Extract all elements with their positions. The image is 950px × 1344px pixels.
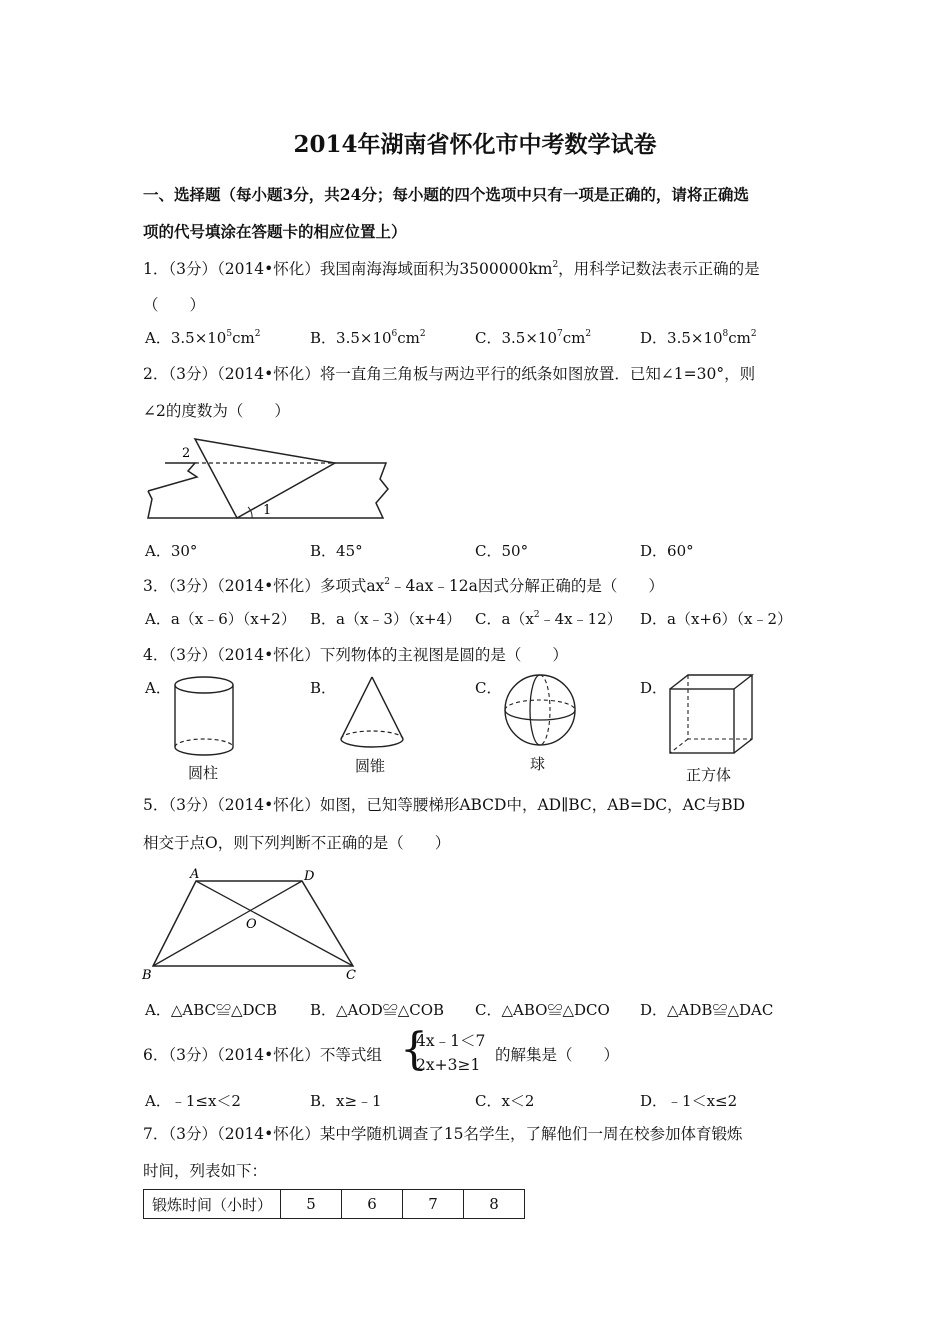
q7-data-table <box>143 1189 525 1219</box>
q4-option-b[interactable]: B． <box>310 679 337 697</box>
q6-option-c[interactable]: C．x＜2 <box>475 1092 535 1110</box>
label-D: D <box>304 869 315 884</box>
table-cell: 5 <box>281 1190 342 1219</box>
table-cell: 6 <box>342 1190 403 1219</box>
q1-option-a[interactable]: A．$3.5\times 10^5cm^2$ <box>145 329 261 347</box>
q6-brace: { <box>400 1024 428 1075</box>
q1-stem: 1．（3分）（2014•怀化）我国南海海域面积为$3500000km^2$，用科学记数法表示正确的是 <box>143 260 760 278</box>
q5-option-c[interactable]: C．△ABO≌△DCO <box>475 1001 610 1019</box>
q2-option-b[interactable]: B．45° <box>310 542 363 560</box>
q1-option-c[interactable]: C．$3.5\times 10^7cm^2$ <box>475 329 592 347</box>
label-A: A <box>190 867 200 882</box>
q2-label-angle1: 1 <box>263 503 272 518</box>
section-heading-line2: 项的代号填涂在答题卡的相应位置上） <box>143 222 407 241</box>
table-cell: 8 <box>464 1190 525 1219</box>
q2-stem-line2: ∠2的度数为（ ） <box>143 402 290 420</box>
cylinder-figure <box>172 675 238 759</box>
q6-option-a[interactable]: A．﹣1≤x＜2 <box>145 1092 241 1110</box>
q3-option-c[interactable]: C．$a(x^2﹣4x﹣12)$ <box>475 610 622 628</box>
table-cell: 7 <box>403 1190 464 1219</box>
label-cylinder: 圆柱 <box>188 764 219 782</box>
q5-trapezoid-figure <box>140 864 370 984</box>
q6-system-line2: 2x+3≥1 <box>416 1056 481 1074</box>
label-B: B <box>142 968 152 983</box>
q3-stem: 3．（3分）（2014•怀化）多项式$ax^2﹣4ax﹣12a$因式分解正确的是（ ） <box>143 577 664 595</box>
q3-option-a[interactable]: A．a（x﹣6）（x+2） <box>145 610 296 628</box>
label-cube: 正方体 <box>686 766 732 784</box>
q5-stem-line1: 5．（3分）（2014•怀化）如图，已知等腰梯形ABCD中，AD∥BC，AB=DC，AC与BD <box>143 796 746 814</box>
q2-option-d[interactable]: D．60° <box>640 542 694 560</box>
q6-option-b[interactable]: B．x≥﹣1 <box>310 1092 382 1110</box>
q4-stem: 4．（3分）（2014•怀化）下列物体的主视图是圆的是（ ） <box>143 646 568 664</box>
q6-system-line1: 4x﹣1＜7 <box>416 1032 486 1050</box>
q5-stem-line2: 相交于点O，则下列判断不正确的是（ ） <box>143 834 451 852</box>
table-row <box>144 1190 525 1219</box>
q7-stem-line2: 时间，列表如下： <box>143 1162 268 1180</box>
q7-stem-line1: 7．（3分）（2014•怀化）某中学随机调查了15名学生，了解他们一周在校参加体育锻炼 <box>143 1125 743 1143</box>
q6-option-d[interactable]: D．﹣1＜x≤2 <box>640 1092 738 1110</box>
q6-stem-pre: 6．（3分）（2014•怀化）不等式组 <box>143 1046 382 1064</box>
table-header-cell: 锻炼时间（小时） <box>144 1190 281 1219</box>
page-title: 2014年湖南省怀化市中考数学试卷 <box>293 131 657 158</box>
q3-option-b[interactable]: B．a（x﹣3）（x+4） <box>310 610 462 628</box>
q1-option-b[interactable]: B．$3.5\times 10^6cm^2$ <box>310 329 426 347</box>
section-heading-line1: 一、选择题（每小题3分，共24分；每小题的四个选项中只有一项是正确的，请将正确选 <box>143 185 749 204</box>
q2-stem-line1: 2．（3分）（2014•怀化）将一直角三角板与两边平行的纸条如图放置．已知∠1=30°，则 <box>143 365 756 383</box>
q2-option-a[interactable]: A．30° <box>145 542 198 560</box>
q1-option-d[interactable]: D．$3.5\times 10^8cm^2$ <box>640 329 757 347</box>
q4-option-a[interactable]: A． <box>145 679 171 697</box>
q3-option-d[interactable]: D．a（x+6）（x﹣2） <box>640 610 793 628</box>
q5-option-b[interactable]: B．△AOD≌△COB <box>310 1001 445 1019</box>
q4-option-c[interactable]: C． <box>475 679 502 697</box>
q2-figure-triangle-strip <box>140 433 390 525</box>
sphere-figure <box>503 673 579 749</box>
label-sphere: 球 <box>530 755 546 773</box>
cone-figure <box>338 675 408 751</box>
cube-figure <box>668 673 754 757</box>
q5-option-d[interactable]: D．△ADB≌△DAC <box>640 1001 774 1019</box>
q6-stem-post: 的解集是（ ） <box>495 1046 620 1064</box>
label-cone: 圆锥 <box>355 757 386 775</box>
q2-label-angle2: 2 <box>182 446 191 461</box>
q4-option-d[interactable]: D． <box>640 679 668 697</box>
q2-option-c[interactable]: C．50° <box>475 542 529 560</box>
label-O: O <box>246 917 257 932</box>
q1-stem-paren: （ ） <box>143 296 206 314</box>
q5-option-a[interactable]: A．△ABC≌△DCB <box>145 1001 278 1019</box>
label-C: C <box>346 968 356 983</box>
